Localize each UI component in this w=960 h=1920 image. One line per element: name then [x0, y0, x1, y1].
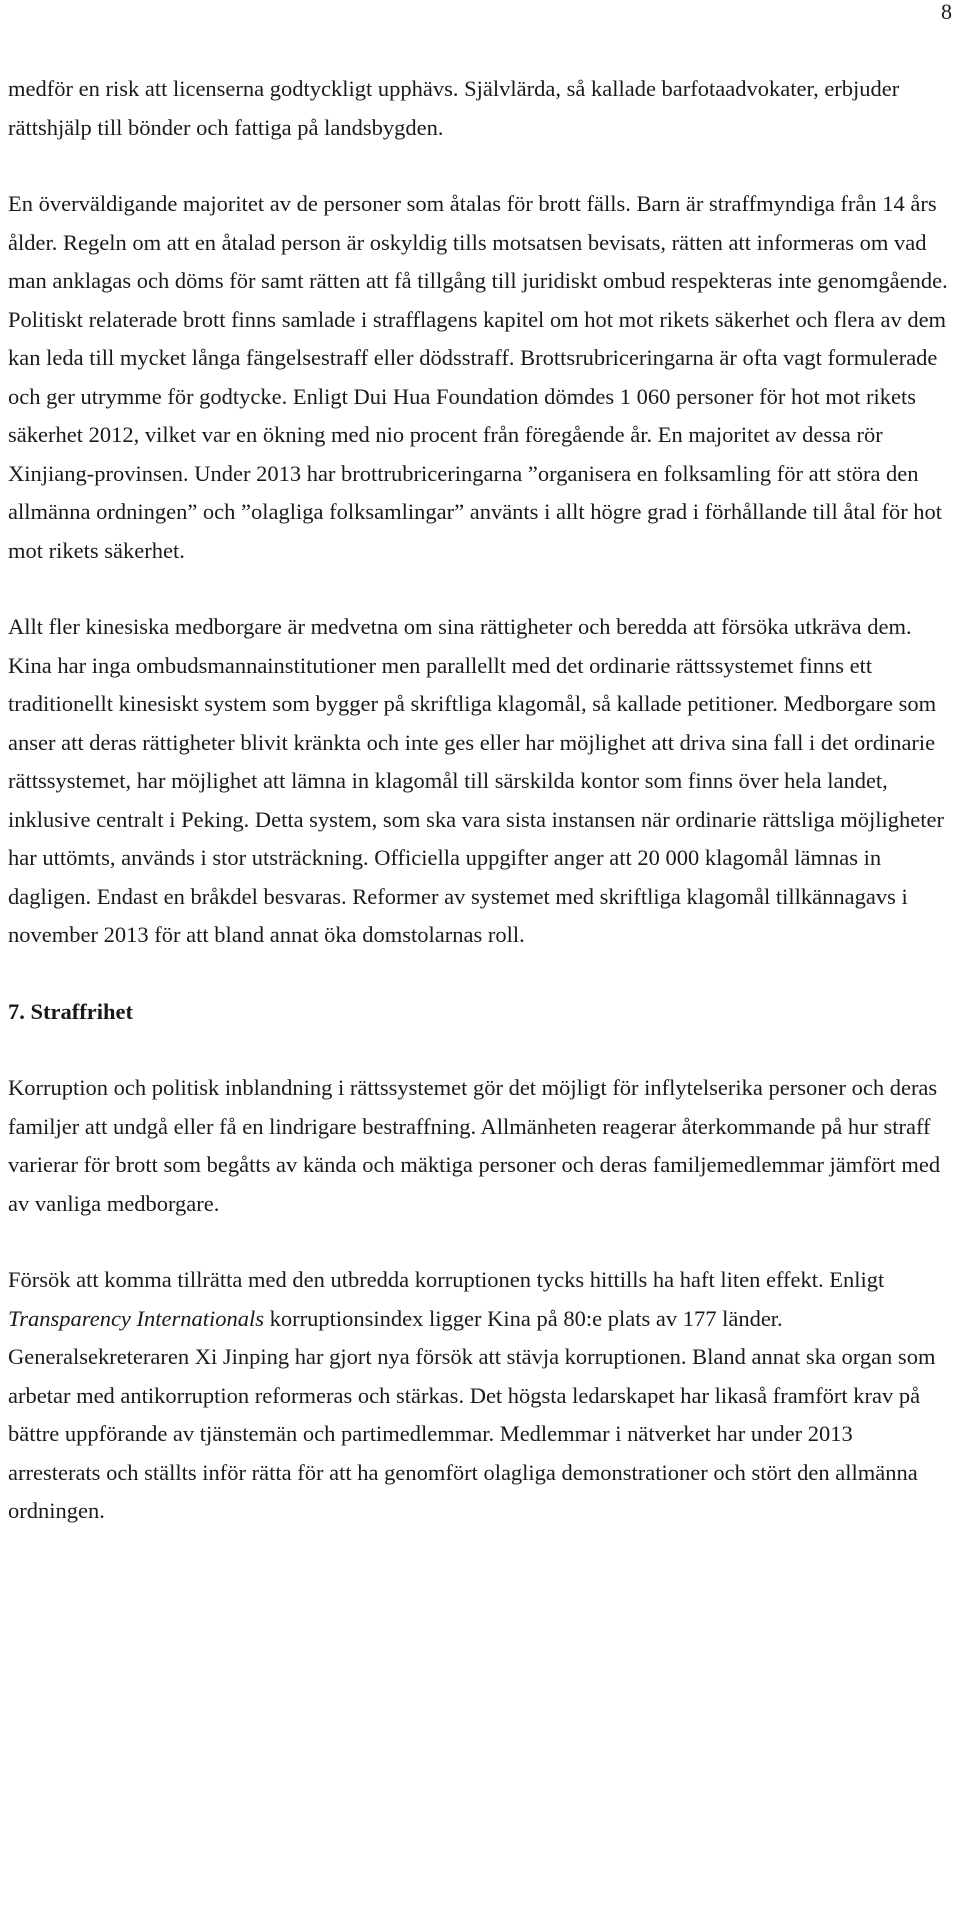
section-heading: 7. Straffrihet — [8, 998, 133, 1024]
paragraph-1: medför en risk att licenserna godtyckligt upphävs. Självlärda, så kallade barfotaadvokater, erbjuder rättshjälp till bönder och fattiga på landsbygden. — [8, 76, 900, 140]
section-paragraph-1: Korruption och politisk inblandning i rättssystemet gör det möjligt för inflytelserika personer och deras familjer att undgå eller få en lindrigare bestraffning. Allmänheten reagerar återkommande på hur straff varierar för brott som begåtts av kända och mäktiga personer och deras familjemedlemmar jämfört med av vanliga medborgare. — [8, 1075, 941, 1216]
document-body — [8, 70, 948, 1569]
page-number: 8 — [941, 0, 952, 24]
paragraph-2: En överväldigande majoritet av de personer som åtalas för brott fälls. Barn är straffmyndiga från 14 års ålder. Regeln om att en åtalad person är oskyldig tills motsatsen bevisats, rätten att informeras om vad man anklagas och döms för samt rätten att få tillgång till juridiskt ombud respekteras inte genomgående. Politiskt relaterade brott finns samlade i strafflagens kapitel om hot mot rikets säkerhet och flera av dem kan leda till mycket långa fängelsestraff eller dödsstraff. Brottsrubriceringarna är ofta vagt formulerade och ger utrymme för godtycke. Enligt Dui Hua Foundation dömdes 1 060 personer för hot mot rikets säkerhet 2012, vilket var en ökning med nio procent från föregående år. En majoritet av dessa rör Xinjiang-provinsen. Under 2013 har brottrubriceringarna ”organisera en folksamling för att störa den allmänna ordningen” och ”olagliga folksamlingar” använts i allt högre grad i förhållande till åtal för hot mot rikets säkerhet. — [8, 191, 948, 563]
paragraph-3: Allt fler kinesiska medborgare är medvetna om sina rättigheter och beredda att försöka utkräva dem. Kina har inga ombudsmannainstitutioner men parallellt med det ordinarie rättssystemet finns ett traditionellt kinesiskt system som bygger på skriftliga klagomål, så kallade petitioner. Medborgare som anser att deras rättigheter blivit kränkta och inte ges eller har möjlighet att driva sina fall i det ordinarie rättssystemet, har möjlighet att lämna in klagomål till särskilda kontor som finns över hela landet, inklusive centralt i Peking. Detta system, som ska vara sista instansen när ordinarie rättsliga möjligheter har uttömts, används i stor utsträckning. Officiella uppgifter anger att 20 000 klagomål lämnas in dagligen. Endast en bråkdel besvaras. Reformer av systemet med skriftliga klagomål tillkännagavs i november 2013 för att bland annat öka domstolarnas roll. — [8, 614, 945, 947]
section-paragraph-2 — [8, 1261, 948, 1531]
paragraph-text-start: Försök att komma tillrätta med den utbredda korruptionen tycks hittills ha haft liten effekt. Enligt — [8, 1267, 885, 1292]
organization-name: Transparency Internationals — [8, 1305, 265, 1331]
paragraph-text-end: korruptionsindex ligger Kina på 80:e plats av 177 länder. Generalsekreteraren Xi Jinping har gjort nya försök att stävja korruptionen. Bland annat ska organ som arbetar med antikorruption reformeras och stärkas. Det högsta ledarskapet har likaså framfört krav på bättre uppförande av tjänstemän och partimedlemmar. Medlemmar i nätverket har under 2013 arresterats och ställts inför rätta för att ha genomfört olagliga demonstrationer och stört den allmänna ordningen. — [8, 1305, 936, 1523]
